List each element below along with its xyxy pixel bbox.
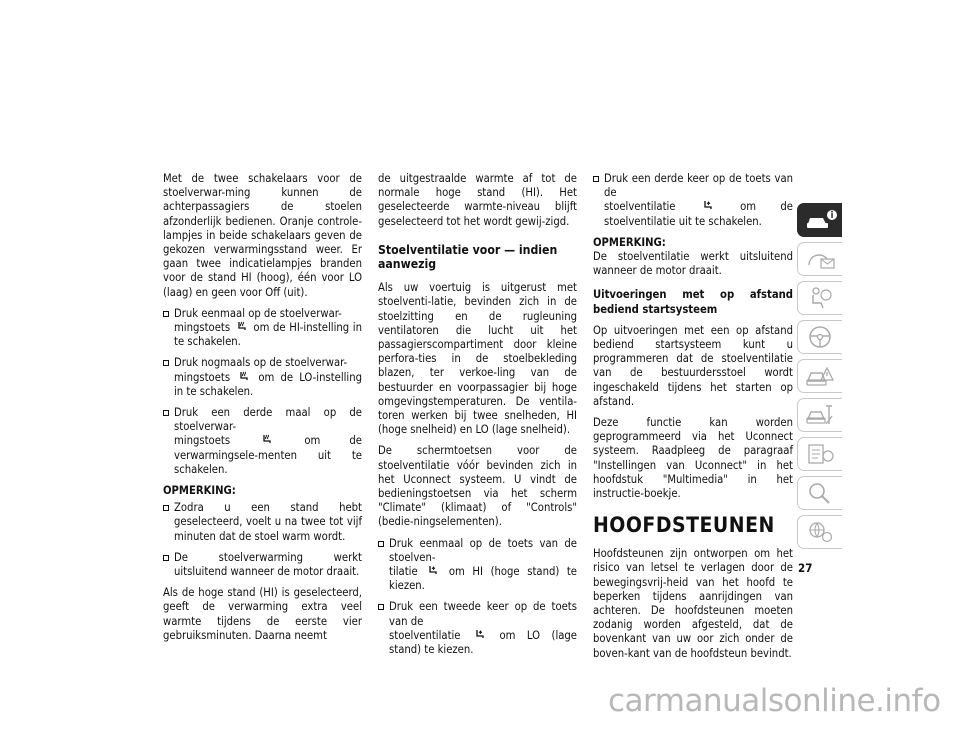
checkbox-bullet-icon bbox=[163, 505, 169, 511]
tab-service[interactable] bbox=[797, 398, 842, 432]
list-item-text: mingstoets bbox=[174, 321, 231, 335]
list-item bbox=[163, 501, 362, 544]
paragraph: Als de hoge stand (HI) is geselecteerd, geeft de verwarming extra veel warmte tijdens de eerste vier gebruiksminuten. Daarna neemt bbox=[163, 586, 362, 642]
chapter-tabs bbox=[797, 203, 843, 554]
checkbox-bullet-icon bbox=[163, 360, 169, 366]
list-item-text: tilatie bbox=[389, 565, 418, 579]
paragraph: de uitgestraalde warmte af tot de normale hoge stand (HI). Het geselecteerde warmte-niveau blijft geselecteerd tot het wordt gewij-zigd. bbox=[378, 172, 577, 228]
paragraph: De schermtoetsen voor de stoelventilatie vóór bevinden zich in het Uconnect systeem. U vindt de bedieningstoetsen via het scherm "Climate" (klimaat) of "Controls" (bedie-ningselementen). bbox=[378, 444, 577, 529]
list-item bbox=[163, 551, 362, 579]
checkbox-bullet-icon bbox=[163, 311, 169, 317]
text-column-1 bbox=[163, 172, 362, 650]
checkbox-bullet-icon bbox=[163, 555, 169, 561]
seat-ventilation-icon bbox=[427, 565, 439, 576]
car-info-icon bbox=[805, 208, 837, 232]
specifications-icon bbox=[805, 442, 837, 466]
paragraph: Hoofdsteunen zijn ontworpen om het risico van letsel te verlagen door de bewegingsvrij-heid van het hoofd te beperken tijdens aanrijdingen van achteren. De hoofdsteunen moeten zodanig worden afgesteld, dat de bovenkant van uw oor zich onder de boven-kant van de hoofdsteun bevindt. bbox=[593, 547, 793, 660]
checkbox-bullet-icon bbox=[163, 410, 169, 416]
seat-heater-icon bbox=[261, 434, 273, 445]
seat-heater-icon bbox=[238, 371, 250, 382]
list-item-text: stoelventilatie bbox=[389, 628, 461, 642]
page-number: 27 bbox=[798, 561, 813, 575]
steering-wheel-icon bbox=[805, 325, 837, 349]
magnifier-search-icon bbox=[805, 481, 837, 505]
tab-emergency[interactable] bbox=[797, 359, 842, 393]
list-item-text: om HI (hoge stand) te kiezen. bbox=[389, 565, 578, 593]
tab-languages[interactable] bbox=[797, 515, 842, 549]
paragraph: Met de twee schakelaars voor de stoelverwar-ming kunnen de achterpassagiers de stoelen afzonderlijk bedienen. Oranje controle-lampjes in beide schakelaars geven de gekozen verwarmingsstand weer. Er gaan twee indicatielampjes branden voor de stand HI (hoog), één voor LO (laag) en geen voor Off (uit). bbox=[163, 172, 362, 299]
seat-heater-icon bbox=[236, 321, 248, 332]
checkbox-bullet-icon bbox=[378, 541, 384, 547]
list-item-text: om de verwarmingsele-menten uit te schakelen. bbox=[174, 434, 362, 476]
checkbox-bullet-icon bbox=[593, 176, 599, 182]
text-column-3 bbox=[593, 172, 793, 668]
list-item bbox=[163, 307, 362, 350]
list-item-text: mingstoets bbox=[174, 434, 231, 448]
tab-dashboard-messages[interactable] bbox=[797, 242, 842, 276]
seat-ventilation-icon bbox=[702, 200, 714, 211]
paragraph: Op uitvoeringen met een op afstand bediend startsysteem kunt u programmeren dat de stoelventilatie van de bestuurdersstoel wordt ingeschakeld tijdens het starten op afstand. bbox=[593, 323, 793, 408]
note-label: OPMERKING: bbox=[163, 484, 236, 498]
list-item bbox=[163, 356, 362, 399]
checkbox-bullet-icon bbox=[378, 604, 384, 610]
watermark: carmanualsonline.info bbox=[608, 683, 941, 719]
car-accident-icon bbox=[805, 364, 837, 388]
list-item-text: om LO (lage stand) te kiezen. bbox=[389, 628, 577, 657]
list-item-text: Druk nogmaals op de stoelverwar- bbox=[174, 356, 348, 370]
list-item-text: stoelventilatie bbox=[604, 200, 676, 214]
seat-ventilation-icon bbox=[474, 629, 486, 640]
list-item-text: Druk een derde keer op de toets van de bbox=[604, 172, 793, 200]
list-item bbox=[163, 406, 362, 477]
list-item bbox=[378, 600, 577, 657]
text-column-2 bbox=[378, 172, 577, 664]
car-wrench-icon bbox=[805, 403, 837, 427]
tab-car-info[interactable] bbox=[797, 203, 842, 237]
list-item-text: Druk eenmaal op de toets van de stoelven- bbox=[389, 536, 577, 564]
list-item bbox=[378, 537, 577, 594]
seat-airbag-icon bbox=[805, 286, 837, 310]
tab-safety[interactable] bbox=[797, 281, 842, 315]
note-label: OPMERKING: bbox=[593, 235, 666, 249]
section-heading: HOOFDSTEUNEN bbox=[593, 513, 775, 538]
language-globe-icon bbox=[805, 520, 837, 544]
list-item-text: om de LO-instelling in te schakelen. bbox=[174, 370, 362, 398]
list-item-text: De stoelverwarming werkt uitsluitend wanneer de motor draait. bbox=[174, 550, 362, 579]
list-item-text: om de HI-instelling in te schakelen. bbox=[174, 321, 362, 349]
paragraph: De stoelventilatie werkt uitsluitend wanneer de motor draait. bbox=[593, 250, 793, 278]
list-item bbox=[593, 172, 793, 229]
dashboard-message-icon bbox=[805, 247, 837, 271]
tab-starting[interactable] bbox=[797, 320, 842, 354]
list-item-text: Druk een derde maal op de stoelverwar- bbox=[174, 406, 362, 434]
list-item-text: Druk een tweede keer op de toets van de bbox=[389, 600, 577, 628]
section-subheading: Uitvoeringen met op afstand bediend startsysteem bbox=[593, 288, 793, 316]
list-item-text: Druk eenmaal op de stoelverwar- bbox=[174, 306, 342, 320]
tab-index[interactable] bbox=[797, 476, 842, 510]
section-subheading: Stoelventilatie voor — indien aanwezig bbox=[378, 242, 558, 272]
paragraph: Deze functie kan worden geprogrammeerd via het Uconnect systeem. Raadpleeg de paragraaf "Instellingen van Uconnect" in het hoofdstuk "Multimedia" in het instructie-boekje. bbox=[593, 416, 793, 501]
list-item-text: om de stoelventilatie uit te schakelen. bbox=[604, 200, 793, 228]
list-item-text: Zodra u een stand hebt geselecteerd, voelt u na twee tot vijf minuten dat de stoel warm wordt. bbox=[174, 501, 362, 543]
paragraph: Als uw voertuig is uitgerust met stoelventi-latie, bevinden zich in de stoelzitting en de rugleuning ventilatoren die lucht uit het passagierscompartiment door kleine perfora-ties in de stoelbekleding blazen, ter verkoe-ling van de bestuurder en voorpassagier bij hoge omgevingstemperaturen. De ventila-toren werken bij twee snelheden, HI (hoge snelheid) en LO (lage snelheid). bbox=[378, 281, 577, 437]
list-item-text: mingstoets bbox=[174, 370, 231, 384]
tab-specifications[interactable] bbox=[797, 437, 842, 471]
